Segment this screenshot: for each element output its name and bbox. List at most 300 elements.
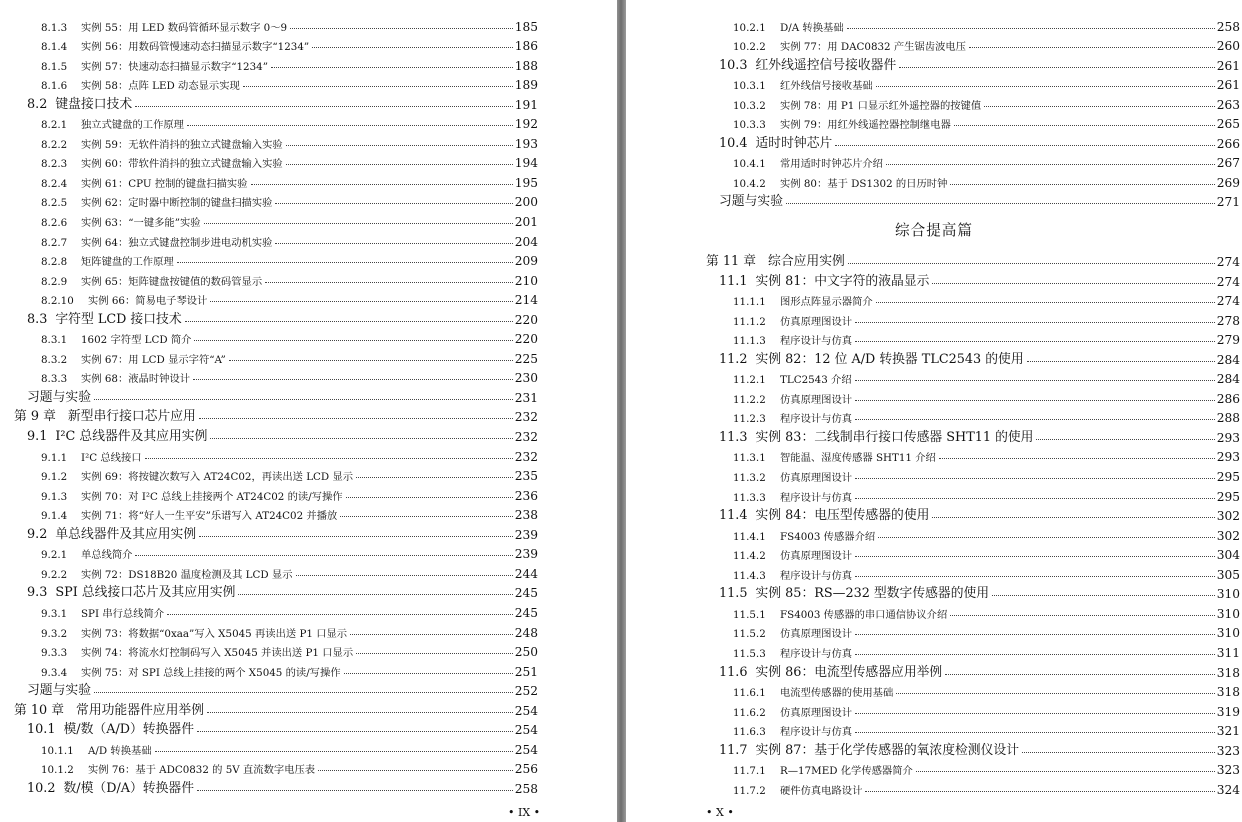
dot-leader bbox=[950, 184, 1214, 185]
toc-title: 实例 85：RS—232 型数字传感器的使用 bbox=[755, 586, 990, 602]
toc-subsection bbox=[706, 73, 1240, 93]
toc-number: 9.3.3 bbox=[41, 647, 68, 660]
left-page bbox=[0, 0, 617, 822]
toc-title: I²C 总线接口 bbox=[81, 451, 142, 464]
right-page bbox=[626, 0, 1242, 822]
toc-title: 程序设计与仿真 bbox=[780, 491, 853, 504]
dot-leader bbox=[356, 653, 513, 654]
toc-subsection bbox=[14, 170, 538, 190]
toc-page-number: 260 bbox=[1216, 39, 1240, 54]
toc-subsection bbox=[14, 53, 538, 73]
toc-page-number: 310 bbox=[1216, 626, 1240, 641]
toc-title: I²C 总线器件及其应用实例 bbox=[55, 429, 208, 445]
toc-chapter bbox=[14, 405, 538, 425]
toc-page-number: 251 bbox=[514, 664, 538, 679]
dot-leader bbox=[932, 283, 1214, 284]
toc-page-number: 239 bbox=[514, 527, 538, 542]
toc-number: 9.1.1 bbox=[41, 451, 68, 464]
toc-number: 10.3.1 bbox=[733, 80, 766, 93]
toc-page-number: 254 bbox=[514, 723, 538, 738]
dot-leader bbox=[296, 575, 513, 576]
toc-title: 实例 77：用 DAC0832 产生锯齿波电压 bbox=[780, 41, 966, 54]
toc-number: 11.1.1 bbox=[733, 296, 766, 309]
toc-title: FS4003 传感器介绍 bbox=[780, 530, 876, 543]
toc-subsection bbox=[14, 229, 538, 249]
toc-section bbox=[14, 307, 538, 327]
toc-title: 实例 57：快速动态扫描显示数字“1234” bbox=[81, 60, 268, 73]
toc-title: 电流型传感器的使用基础 bbox=[780, 687, 894, 700]
toc-subsection bbox=[14, 112, 538, 132]
toc-title: 程序设计与仿真 bbox=[780, 726, 853, 739]
toc-subsection bbox=[706, 308, 1240, 328]
toc-subsection bbox=[706, 367, 1240, 387]
toc-number: 8.2.10 bbox=[41, 295, 74, 308]
toc-page-number: 323 bbox=[1216, 743, 1240, 758]
toc-title: D/A 转换基础 bbox=[780, 21, 844, 34]
toc-page-number: 258 bbox=[514, 781, 538, 796]
toc-number: 11.4 bbox=[719, 508, 748, 524]
toc-number: 11.6.3 bbox=[733, 726, 766, 739]
toc-number: 11.5 bbox=[719, 586, 748, 602]
toc-number: 11.2 bbox=[719, 351, 748, 367]
dot-leader bbox=[855, 732, 1215, 733]
toc-title: 键盘接口技术 bbox=[55, 96, 133, 112]
toc-page-number: 258 bbox=[1216, 19, 1240, 34]
toc-list-right-top bbox=[706, 14, 1240, 209]
toc-number: 8.2 bbox=[27, 96, 48, 112]
toc-subsection bbox=[706, 523, 1240, 543]
toc-page-number: 193 bbox=[514, 136, 538, 151]
toc-subsection bbox=[14, 503, 538, 523]
toc-section bbox=[14, 92, 538, 112]
toc-number: 第 11 章 bbox=[706, 254, 757, 270]
toc-page-number: 244 bbox=[514, 566, 538, 581]
toc-number: 11.4.1 bbox=[733, 530, 766, 543]
toc-page-number: 274 bbox=[1216, 294, 1240, 309]
toc-subsection bbox=[14, 327, 538, 347]
toc-title: 模/数（A/D）转换器件 bbox=[63, 722, 194, 738]
toc-subsection bbox=[706, 112, 1240, 132]
toc-page-number: 274 bbox=[1216, 274, 1240, 289]
dot-leader bbox=[265, 282, 513, 283]
toc-number: 9.3.2 bbox=[41, 627, 68, 640]
toc-title: TLC2543 介绍 bbox=[780, 374, 852, 387]
dot-leader bbox=[207, 712, 513, 713]
toc-subsection bbox=[14, 73, 538, 93]
toc-subsection bbox=[14, 737, 538, 757]
toc-number: 9.2.1 bbox=[41, 549, 68, 562]
toc-page-number: 185 bbox=[514, 19, 538, 34]
toc-page-number: 319 bbox=[1216, 704, 1240, 719]
dot-leader bbox=[145, 458, 513, 459]
dot-leader bbox=[945, 674, 1215, 675]
dot-leader bbox=[865, 791, 1214, 792]
page-number-right: • X • bbox=[706, 806, 734, 819]
toc-title: 硬件仿真电路设计 bbox=[780, 784, 863, 797]
toc-number: 10.3 bbox=[719, 57, 748, 73]
toc-page-number: 305 bbox=[1216, 567, 1240, 582]
toc-page-number: 191 bbox=[514, 97, 538, 112]
toc-number: 9.3 bbox=[27, 585, 48, 601]
page-number-left: • IX • bbox=[508, 806, 541, 819]
toc-subsection bbox=[706, 406, 1240, 426]
dot-leader bbox=[197, 790, 513, 791]
toc-title: A/D 转换基础 bbox=[88, 744, 152, 757]
toc-title: 实例 69：将按键次数写入 AT24C02，再读出送 LCD 显示 bbox=[81, 471, 354, 484]
toc-page-number: 204 bbox=[514, 234, 538, 249]
toc-number: 8.3.3 bbox=[41, 373, 68, 386]
toc-page-number: 265 bbox=[1216, 117, 1240, 132]
toc-title: 程序设计与仿真 bbox=[780, 569, 853, 582]
toc-page-number: 310 bbox=[1216, 587, 1240, 602]
dot-leader bbox=[855, 576, 1215, 577]
toc-title: 综合应用实例 bbox=[768, 254, 845, 270]
toc-page-number: 286 bbox=[1216, 391, 1240, 406]
toc-page-number: 295 bbox=[1216, 489, 1240, 504]
toc-number: 11.6.1 bbox=[733, 687, 766, 700]
toc-number: 8.1.6 bbox=[41, 80, 68, 93]
toc-page-number: 235 bbox=[514, 469, 538, 484]
dot-leader bbox=[286, 164, 513, 165]
toc-title: 仿真原理图设计 bbox=[780, 628, 853, 641]
dot-leader bbox=[271, 67, 513, 68]
toc-subsection bbox=[14, 366, 538, 386]
toc-number: 11.6.2 bbox=[733, 706, 766, 719]
toc-subsection bbox=[706, 777, 1240, 797]
toc-number: 10.3.3 bbox=[733, 119, 766, 132]
toc-number: 8.2.4 bbox=[41, 177, 68, 190]
toc-page-number: 261 bbox=[1216, 78, 1240, 93]
dot-leader bbox=[199, 418, 513, 419]
toc-subsection bbox=[706, 699, 1240, 719]
toc-title: 仿真原理图设计 bbox=[780, 393, 853, 406]
toc-section bbox=[706, 738, 1240, 758]
toc-title: 实例 72：DS18B20 温度检测及其 LCD 显示 bbox=[81, 568, 293, 581]
dot-leader bbox=[204, 223, 513, 224]
toc-page-number: 279 bbox=[1216, 333, 1240, 348]
toc-subsection bbox=[706, 543, 1240, 563]
toc-chapter bbox=[14, 698, 538, 718]
toc-title: 独立式键盘的工作原理 bbox=[81, 119, 184, 132]
toc-number: 11.5.3 bbox=[733, 647, 766, 660]
toc-number: 10.2.1 bbox=[733, 21, 766, 34]
toc-page-number: 310 bbox=[1216, 606, 1240, 621]
toc-subsection bbox=[14, 542, 538, 562]
toc-title: 仿真原理图设计 bbox=[780, 550, 853, 563]
toc-title: 实例 86：电流型传感器应用举例 bbox=[755, 664, 943, 680]
toc-title: 实例 68：液晶时钟设计 bbox=[81, 373, 191, 386]
toc-subsection bbox=[14, 464, 538, 484]
toc-title: 实例 74：将流水灯控制码写入 X5045 并读出送 P1 口显示 bbox=[81, 647, 354, 660]
toc-page-number: 200 bbox=[514, 195, 538, 210]
dot-leader bbox=[94, 399, 513, 400]
dot-leader bbox=[193, 379, 513, 380]
dot-leader bbox=[290, 28, 513, 29]
dot-leader bbox=[197, 731, 513, 732]
dot-leader bbox=[194, 340, 512, 341]
toc-number: 8.3 bbox=[27, 311, 48, 327]
toc-subsection bbox=[706, 445, 1240, 465]
toc-subsection bbox=[706, 719, 1240, 739]
dot-leader bbox=[855, 634, 1215, 635]
book-gutter bbox=[617, 0, 626, 822]
toc-number: 9.3.4 bbox=[41, 666, 68, 679]
toc-title: 单总线简介 bbox=[81, 549, 133, 562]
toc-page-number: 295 bbox=[1216, 470, 1240, 485]
toc-title: 矩阵键盘的工作原理 bbox=[81, 256, 174, 269]
toc-number: 10.3.2 bbox=[733, 99, 766, 112]
dot-leader bbox=[243, 86, 513, 87]
toc-subsection bbox=[14, 600, 538, 620]
toc-page-number: 230 bbox=[514, 371, 538, 386]
toc-subsection bbox=[706, 464, 1240, 484]
dot-leader bbox=[135, 106, 513, 107]
toc-number: 9.1.2 bbox=[41, 471, 68, 484]
toc-title: 实例 64：独立式键盘控制步进电动机实验 bbox=[81, 236, 273, 249]
toc-subsection bbox=[14, 757, 538, 777]
dot-leader bbox=[135, 555, 512, 556]
dot-leader bbox=[876, 302, 1215, 303]
toc-page-number: 324 bbox=[1216, 782, 1240, 797]
toc-number: 11.2.3 bbox=[733, 413, 766, 426]
toc-number: 8.1.4 bbox=[41, 41, 68, 54]
toc-section bbox=[706, 131, 1240, 151]
toc-section bbox=[706, 660, 1240, 680]
toc-page-number: 232 bbox=[514, 430, 538, 445]
toc-page-number: 232 bbox=[514, 410, 538, 425]
dot-leader bbox=[251, 184, 513, 185]
toc-subsection bbox=[14, 659, 538, 679]
toc-page-number: 188 bbox=[514, 58, 538, 73]
toc-title: 实例 62：定时器中断控制的键盘扫描实验 bbox=[81, 197, 273, 210]
toc-subsection bbox=[706, 621, 1240, 641]
dot-leader bbox=[932, 517, 1214, 518]
dot-leader bbox=[899, 67, 1214, 68]
toc-title: 程序设计与仿真 bbox=[780, 413, 853, 426]
dot-leader bbox=[1027, 361, 1215, 362]
toc-page-number: 210 bbox=[514, 273, 538, 288]
toc-title: 1602 字符型 LCD 简介 bbox=[81, 334, 192, 347]
dot-leader bbox=[346, 497, 513, 498]
toc-title: 实例 84：电压型传感器的使用 bbox=[755, 508, 930, 524]
toc-subsection bbox=[14, 249, 538, 269]
toc-page-number: 252 bbox=[514, 684, 538, 699]
toc-number: 11.5.2 bbox=[733, 628, 766, 641]
toc-title: 仿真原理图设计 bbox=[780, 315, 853, 328]
toc-page-number: 201 bbox=[514, 215, 538, 230]
toc-page-number: 245 bbox=[514, 586, 538, 601]
toc-page-number: 284 bbox=[1216, 372, 1240, 387]
dot-leader bbox=[275, 203, 512, 204]
toc-page-number: 278 bbox=[1216, 313, 1240, 328]
toc-number: 9.1 bbox=[27, 429, 48, 445]
toc-number: 第 10 章 bbox=[14, 702, 65, 718]
dot-leader bbox=[185, 321, 513, 322]
toc-section bbox=[706, 582, 1240, 602]
toc-number: 11.5.1 bbox=[733, 608, 766, 621]
toc-title: 实例 65：矩阵键盘按键值的数码管显示 bbox=[81, 275, 263, 288]
toc-title: 实例 80：基于 DS1302 的日历时钟 bbox=[780, 177, 948, 190]
toc-number: 11.7.2 bbox=[733, 784, 766, 797]
toc-title: 适时时钟芯片 bbox=[755, 135, 833, 151]
toc-number: 11.6 bbox=[719, 664, 748, 680]
toc-page-number: 288 bbox=[1216, 411, 1240, 426]
dot-leader bbox=[356, 477, 513, 478]
dot-leader bbox=[855, 322, 1215, 323]
toc-subsection bbox=[14, 346, 538, 366]
toc-title: 习题与实验 bbox=[27, 683, 91, 699]
toc-title: 实例 55：用 LED 数码管循环显示数字 0～9 bbox=[81, 21, 288, 34]
toc-number: 8.2.6 bbox=[41, 217, 68, 230]
toc-title: 实例 67：用 LCD 显示字符“A” bbox=[81, 353, 226, 366]
toc-section bbox=[14, 679, 538, 699]
toc-title: 数/模（D/A）转换器件 bbox=[63, 780, 194, 796]
dot-leader bbox=[876, 86, 1215, 87]
toc-number: 11.3.3 bbox=[733, 491, 766, 504]
toc-number: 11.1 bbox=[719, 273, 748, 289]
toc-number: 9.2.2 bbox=[41, 568, 68, 581]
toc-page-number: 232 bbox=[514, 449, 538, 464]
toc-page-number: 214 bbox=[514, 293, 538, 308]
toc-subsection bbox=[14, 640, 538, 660]
toc-title: 实例 70：对 I²C 总线上挂接两个 AT24C02 的读/写操作 bbox=[81, 490, 343, 503]
dot-leader bbox=[855, 380, 1215, 381]
dot-leader bbox=[896, 693, 1214, 694]
toc-section bbox=[706, 347, 1240, 367]
dot-leader bbox=[855, 498, 1215, 499]
toc-page-number: 274 bbox=[1216, 255, 1240, 270]
dot-leader bbox=[954, 125, 1215, 126]
dot-leader bbox=[210, 301, 512, 302]
toc-subsection bbox=[706, 170, 1240, 190]
toc-section bbox=[14, 522, 538, 542]
toc-number: 8.2.2 bbox=[41, 138, 68, 151]
toc-title: 实例 59：无软件消抖的独立式键盘输入实验 bbox=[81, 138, 283, 151]
toc-subsection bbox=[706, 562, 1240, 582]
toc-number: 11.1.3 bbox=[733, 335, 766, 348]
toc-number: 10.1.1 bbox=[41, 744, 74, 757]
toc-subsection bbox=[14, 14, 538, 34]
toc-page-number: 209 bbox=[514, 254, 538, 269]
toc-page-number: 318 bbox=[1216, 685, 1240, 700]
dot-leader bbox=[238, 594, 512, 595]
toc-page-number: 239 bbox=[514, 547, 538, 562]
toc-page-number: 321 bbox=[1216, 724, 1240, 739]
toc-title: 智能温、湿度传感器 SHT11 介绍 bbox=[780, 452, 936, 465]
dot-leader bbox=[878, 537, 1215, 538]
toc-section bbox=[706, 190, 1240, 210]
dot-leader bbox=[786, 203, 1215, 204]
toc-number: 11.3.2 bbox=[733, 472, 766, 485]
dot-leader bbox=[992, 595, 1215, 596]
toc-number: 10.2.2 bbox=[733, 41, 766, 54]
toc-number: 11.2.2 bbox=[733, 393, 766, 406]
toc-subsection bbox=[706, 484, 1240, 504]
toc-subsection bbox=[706, 680, 1240, 700]
dot-leader bbox=[318, 770, 513, 771]
toc-subsection bbox=[14, 209, 538, 229]
toc-title: 实例 61：CPU 控制的键盘扫描实验 bbox=[81, 177, 248, 190]
toc-section bbox=[14, 776, 538, 796]
toc-number: 10.4.1 bbox=[733, 158, 766, 171]
toc-subsection bbox=[14, 561, 538, 581]
toc-title: 仿真原理图设计 bbox=[780, 706, 853, 719]
toc-page-number: 250 bbox=[514, 645, 538, 660]
toc-page-number: 194 bbox=[514, 156, 538, 171]
toc-page-number: 192 bbox=[514, 117, 538, 132]
toc-page-number: 284 bbox=[1216, 352, 1240, 367]
toc-number: 10.4 bbox=[719, 135, 748, 151]
toc-title: 实例 66：简易电子琴设计 bbox=[88, 295, 208, 308]
dot-leader bbox=[886, 164, 1215, 165]
toc-number: 第 9 章 bbox=[14, 409, 56, 425]
dot-leader bbox=[855, 419, 1215, 420]
toc-list-right-bottom bbox=[706, 249, 1240, 796]
toc-number: 11.3 bbox=[719, 429, 748, 445]
toc-subsection bbox=[14, 268, 538, 288]
toc-subsection bbox=[14, 483, 538, 503]
toc-title: 常用功能器件应用举例 bbox=[76, 702, 204, 718]
toc-title: SPI 串行总线简介 bbox=[81, 607, 165, 620]
toc-page-number: 248 bbox=[514, 625, 538, 640]
toc-number: 10.4.2 bbox=[733, 177, 766, 190]
dot-leader bbox=[916, 771, 1215, 772]
toc-title: 实例 56：用数码管慢速动态扫描显示数字“1234” bbox=[81, 41, 310, 54]
toc-page-number: 302 bbox=[1216, 509, 1240, 524]
toc-page-number: 323 bbox=[1216, 763, 1240, 778]
toc-subsection bbox=[14, 190, 538, 210]
dot-leader bbox=[350, 634, 513, 635]
toc-number: 8.2.1 bbox=[41, 119, 68, 132]
toc-title: 程序设计与仿真 bbox=[780, 335, 853, 348]
toc-section bbox=[14, 581, 538, 601]
toc-chapter bbox=[706, 249, 1240, 269]
toc-page-number: 220 bbox=[514, 312, 538, 327]
toc-number: 8.1.5 bbox=[41, 60, 68, 73]
toc-number: 11.7 bbox=[719, 742, 748, 758]
toc-number: 8.1.3 bbox=[41, 21, 68, 34]
toc-number: 8.2.3 bbox=[41, 158, 68, 171]
toc-subsection bbox=[14, 444, 538, 464]
toc-page-number: 293 bbox=[1216, 430, 1240, 445]
toc-number: 8.2.5 bbox=[41, 197, 68, 210]
toc-subsection bbox=[14, 620, 538, 640]
toc-title: 图形点阵显示器简介 bbox=[780, 296, 873, 309]
toc-page-number: 245 bbox=[514, 605, 538, 620]
toc-page-number: 254 bbox=[514, 742, 538, 757]
toc-page-number: 263 bbox=[1216, 97, 1240, 112]
toc-page-number: 261 bbox=[1216, 58, 1240, 73]
dot-leader bbox=[177, 262, 513, 263]
toc-title: 单总线器件及其应用实例 bbox=[55, 526, 197, 542]
toc-title: 常用适时时钟芯片介绍 bbox=[780, 158, 883, 171]
toc-page-number: 271 bbox=[1216, 195, 1240, 210]
dot-leader bbox=[969, 47, 1215, 48]
toc-page-number: 231 bbox=[514, 390, 538, 405]
toc-page-number: 254 bbox=[514, 703, 538, 718]
toc-page-number: 318 bbox=[1216, 665, 1240, 680]
dot-leader bbox=[939, 458, 1215, 459]
toc-title: 习题与实验 bbox=[719, 194, 783, 210]
toc-subsection bbox=[706, 14, 1240, 34]
toc-title: 实例 79：用红外线遥控器控制继电器 bbox=[780, 119, 951, 132]
toc-page-number: 304 bbox=[1216, 548, 1240, 563]
dot-leader bbox=[1036, 439, 1214, 440]
toc-title: 程序设计与仿真 bbox=[780, 647, 853, 660]
dot-leader bbox=[855, 713, 1215, 714]
toc-page-number: 256 bbox=[514, 762, 538, 777]
dot-leader bbox=[855, 341, 1215, 342]
